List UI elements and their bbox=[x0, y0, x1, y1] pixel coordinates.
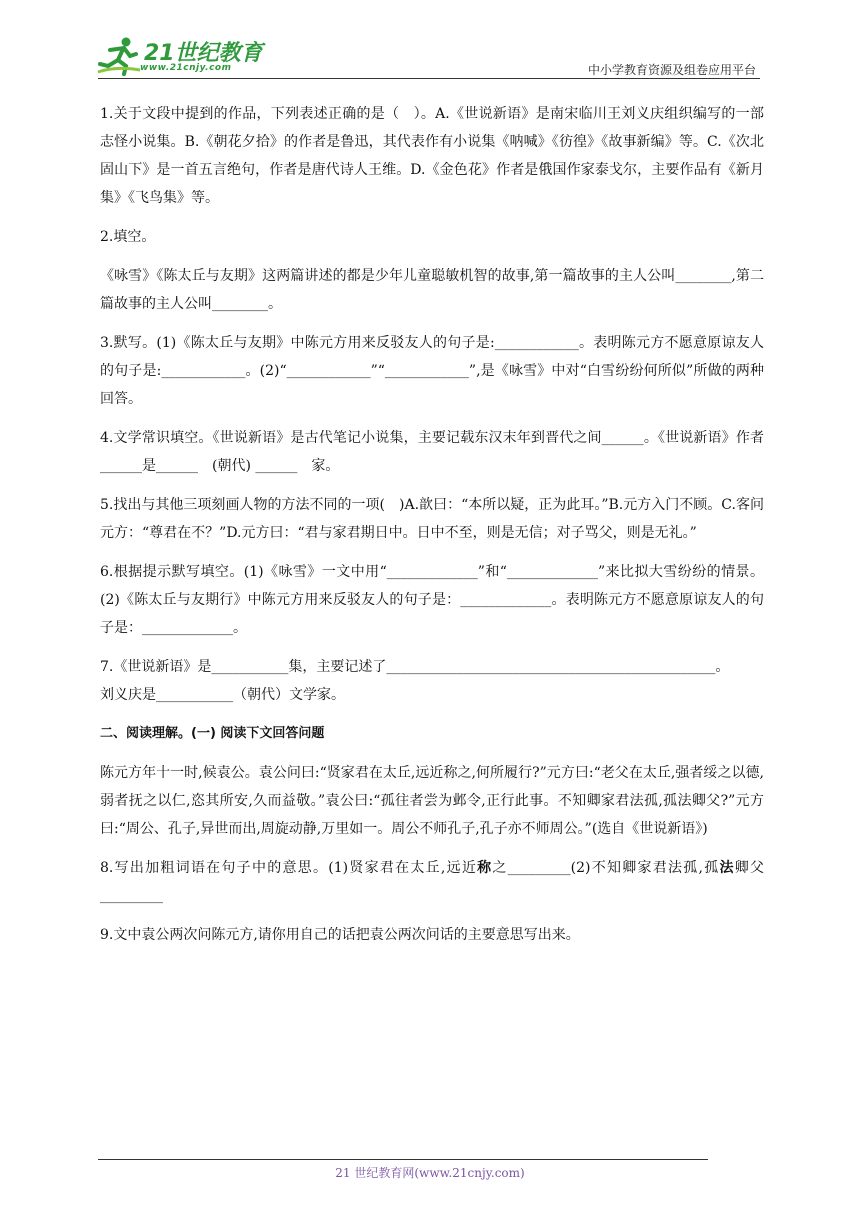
logo-text: 21世纪教育 bbox=[144, 41, 263, 66]
question-7-line-1: 7.《世说新语》是___________集，主要记述了_______________________________________________。 bbox=[100, 659, 730, 675]
site-logo[interactable] bbox=[96, 36, 266, 78]
question-7-line-2: 刘义庆是___________（朝代）文学家。 bbox=[100, 687, 345, 703]
page-header bbox=[0, 0, 860, 80]
section-reading-heading: 二、阅读理解。(一) 阅读下文回答问题 bbox=[100, 726, 325, 741]
question-2-body: 《咏雪》《陈太丘与友期》这两篇讲述的都是少年儿童聪敏机智的故事,第一篇故事的主人公叫________,第二篇故事的主人公叫________。 bbox=[100, 268, 764, 312]
footer-link[interactable]: 21 世纪教育网(www.21cnjy.com) bbox=[335, 1166, 525, 1180]
footer-divider bbox=[98, 1159, 708, 1160]
question-5: 5.找出与其他三项刻画人物的方法不同的一项( )A.歆曰：“本所以疑，正为此耳。”B.元方入门不顾。C.客问元方：“尊君在不？”D.元方曰：“君与家君期日中。日中不至，则是无信；对子骂父，则是无礼。” bbox=[100, 497, 764, 541]
question-8-part-b: 之_________(2)不知卿家君法孤,孤 bbox=[492, 860, 720, 876]
header-divider bbox=[98, 78, 760, 79]
question-8-part-c: 卿父_________ bbox=[100, 860, 765, 904]
question-1: 1.关于文段中提到的作品，下列表述正确的是（ ）。A.《世说新语》是南宋临川王刘义庆组织编写的一部志怪小说集。B.《朝花夕拾》的作者是鲁迅，其代表作有小说集《呐喊》《彷徨》《故事新编》等。C.《次北固山下》是一首五言绝句，作者是唐代诗人王维。D.《金色花》作者是俄国作家泰戈尔，主要作品有《新月集》《飞鸟集》等。 bbox=[100, 106, 764, 206]
bold-word-2: 法 bbox=[719, 860, 735, 876]
question-9: 9.文中袁公两次问陈元方,请你用自己的话把袁公两次问话的主要意思写出来。 bbox=[100, 927, 580, 943]
question-2-title: 2.填空。 bbox=[100, 229, 156, 245]
question-3: 3.默写。(1)《陈太丘与友期》中陈元方用来反驳友人的句子是:____________。表明陈元方不愿意原谅友人的句子是:____________。(2)“____________”“____________”,是《咏雪》中对“白雪纷纷何所似”所做的两种回答。 bbox=[100, 335, 764, 407]
question-6: 6.根据提示默写填空。(1)《咏雪》一文中用“_____________”和“_____________”来比拟大雪纷纷的情景。(2)《陈太丘与友期行》中陈元方用来反驳友人的句子是：_____________。表明陈元方不愿意原谅友人的句子是：_____________。 bbox=[100, 564, 764, 636]
platform-name: 中小学教育资源及组卷应用平台 bbox=[587, 63, 756, 77]
question-8 bbox=[100, 854, 764, 910]
runner-logo-icon bbox=[96, 36, 142, 76]
reading-passage: 陈元方年十一时,候袁公。袁公问曰:“贤家君在太丘,远近称之,何所履行?”元方曰:“老父在太丘,强者绥之以德,弱者抚之以仁,恣其所安,久而益敬。”袁公曰:“孤往者尝为邺令,正行此事。不知卿家君法孤,孤法卿父?”元方曰:“周公、孔子,异世而出,周旋动静,万里如一。周公不师孔子,孔子亦不师周公。”(选自《世说新语》) bbox=[100, 765, 764, 837]
question-8-part-a: 8.写出加粗词语在句子中的意思。(1)贤家君在太丘,远近 bbox=[100, 860, 478, 876]
document-body bbox=[100, 100, 764, 949]
bold-word-1: 称 bbox=[477, 860, 493, 876]
question-4: 4.文学常识填空。《世说新语》是古代笔记小说集，主要记载东汉末年到晋代之间______。《世说新语》作者______是______ (朝代) ______ 家。 bbox=[100, 430, 764, 474]
logo-url: www.21cnjy.com bbox=[140, 63, 232, 73]
